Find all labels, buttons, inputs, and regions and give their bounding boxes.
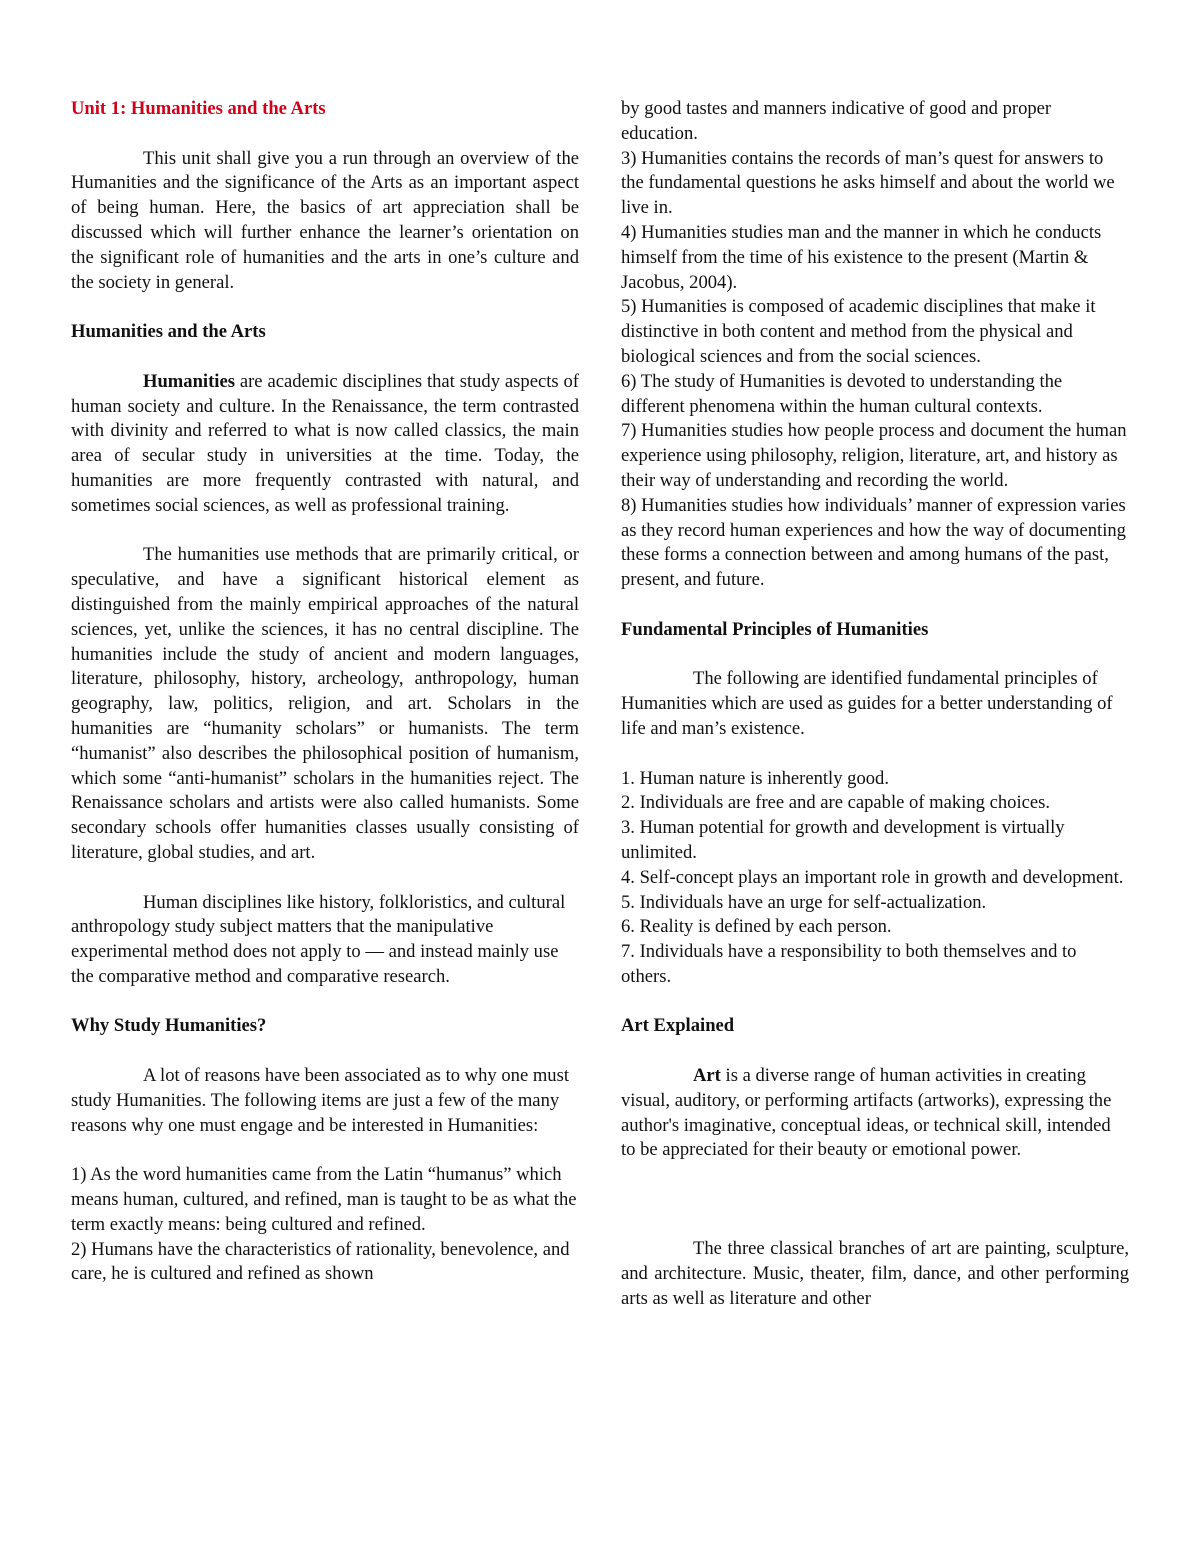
heading-fundamental-principles: Fundamental Principles of Humanities <box>621 618 929 640</box>
right-column <box>621 97 1129 1312</box>
reason-item: 2) Humans have the characteristics of rationality, benevolence, and care, he is cultured and refined as shown <box>71 1238 570 1285</box>
humanities-definition-text: are academic disciplines that study aspects of human society and culture. In the Renaissance, the term contrasted with divinity and referred to what is now called classics, the main area of secular study in universities at the time. Today, the humanities are more frequently contrasted with natural, and sometimes social sciences, as well as professional training. <box>71 370 579 516</box>
human-disciplines-paragraph: Human disciplines like history, folkloristics, and cultural anthropology study subject matters that the manipulative experimental method does not apply to — and instead mainly use the comparative method and comparative research. <box>71 891 566 987</box>
principle-item: 6. Reality is defined by each person. <box>621 916 892 938</box>
heading-humanities-and-arts: Humanities and the Arts <box>71 321 266 343</box>
heading-why-study-humanities: Why Study Humanities? <box>71 1015 267 1037</box>
reason-item: 1) As the word humanities came from the Latin “humanus” which means human, cultured, and refined, man is taught to be as what the term exactly means: being cultured and refined. <box>71 1164 577 1235</box>
principles-intro-paragraph: The following are identified fundamental principles of Humanities which are used as guides for a better understanding of life and man’s existence. <box>621 668 1113 739</box>
reason-item: 3) Humanities contains the records of man’s quest for answers to the fundamental questions he asks himself and about the world we live in. <box>621 147 1115 219</box>
reason-item: 8) Humanities studies how individuals’ manner of expression varies as they record human experiences and how the way of documenting these forms a connection between and among humans of the past, present, and future. <box>621 494 1126 591</box>
principle-item: 2. Individuals are free and are capable of making choices. <box>621 792 1051 814</box>
principle-item: 3. Human potential for growth and development is virtually unlimited. <box>621 817 1065 863</box>
intro-paragraph: This unit shall give you a run through an overview of the Humanities and the significance of the Arts as an important aspect of being human. Here, the basics of art appreciation shall be discussed which will further enhance the learner’s orientation on the significant role of humanities and the arts in one’s culture and the society in general. <box>71 147 579 293</box>
art-definition-paragraph <box>621 1064 1129 1163</box>
art-term: Art <box>693 1065 721 1087</box>
humanities-methods-paragraph: The humanities use methods that are primarily critical, or speculative, and have a significant historical element as distinguished from the mainly empirical approaches of the natural sciences, yet, unlike the sciences, it has no central discipline. The humanities include the study of ancient and modern languages, literature, philosophy, history, archeology, anthropology, human geography, law, politics, religion, and art. Scholars in the humanities are “humanity scholars” or humanists. The term “humanist” also describes the philosophical position of humanism, which some “anti-humanist” scholars in the humanities reject. The Renaissance scholars and artists were also called humanists. Some secondary schools offer humanities classes usually consisting of literature, global studies, and art. <box>71 544 579 863</box>
reason-continuation: by good tastes and manners indicative of good and proper education. <box>621 98 1052 144</box>
reason-item: 4) Humanities studies man and the manner in which he conducts himself from the time of his existence to the present (Martin & Jacobus, 2004). <box>621 221 1102 293</box>
humanities-definition-paragraph <box>71 370 579 519</box>
principle-item: 5. Individuals have an urge for self-actualization. <box>621 891 987 913</box>
principle-item: 1. Human nature is inherently good. <box>621 767 890 789</box>
reason-item: 7) Humanities studies how people process and document the human experience using philosophy, religion, literature, art, and history as their way of understanding and recording the world. <box>621 420 1127 491</box>
reason-item: 6) The study of Humanities is devoted to understanding the different phenomena within the human cultural contexts. <box>621 370 1063 417</box>
art-branches-paragraph: The three classical branches of art are painting, sculpture, and architecture. Music, theater, film, dance, and other performing arts as well as literature and other <box>621 1238 1129 1309</box>
unit-title: Unit 1: Humanities and the Arts <box>71 98 326 119</box>
principle-item: 4. Self-concept plays an important role in growth and development. <box>621 866 1124 888</box>
art-definition-text: is a diverse range of human activities in creating visual, auditory, or performing artifacts (artworks), expressing the author's imaginative, conceptual ideas, or technical skill, intended to be appreciated for their beauty or emotional power. <box>621 1065 1112 1161</box>
reason-item: 5) Humanities is composed of academic disciplines that make it distinctive in both content and method from the physical and biological sciences and from the social sciences. <box>621 296 1096 367</box>
humanities-term: Humanities <box>143 370 235 392</box>
reasons-intro-paragraph: A lot of reasons have been associated as to why one must study Humanities. The following items are just a few of the many reasons why one must engage and be interested in Humanities: <box>71 1065 570 1136</box>
principle-item: 7. Individuals have a responsibility to both themselves and to others. <box>621 941 1077 987</box>
heading-art-explained: Art Explained <box>621 1015 735 1037</box>
left-column <box>71 97 579 1287</box>
